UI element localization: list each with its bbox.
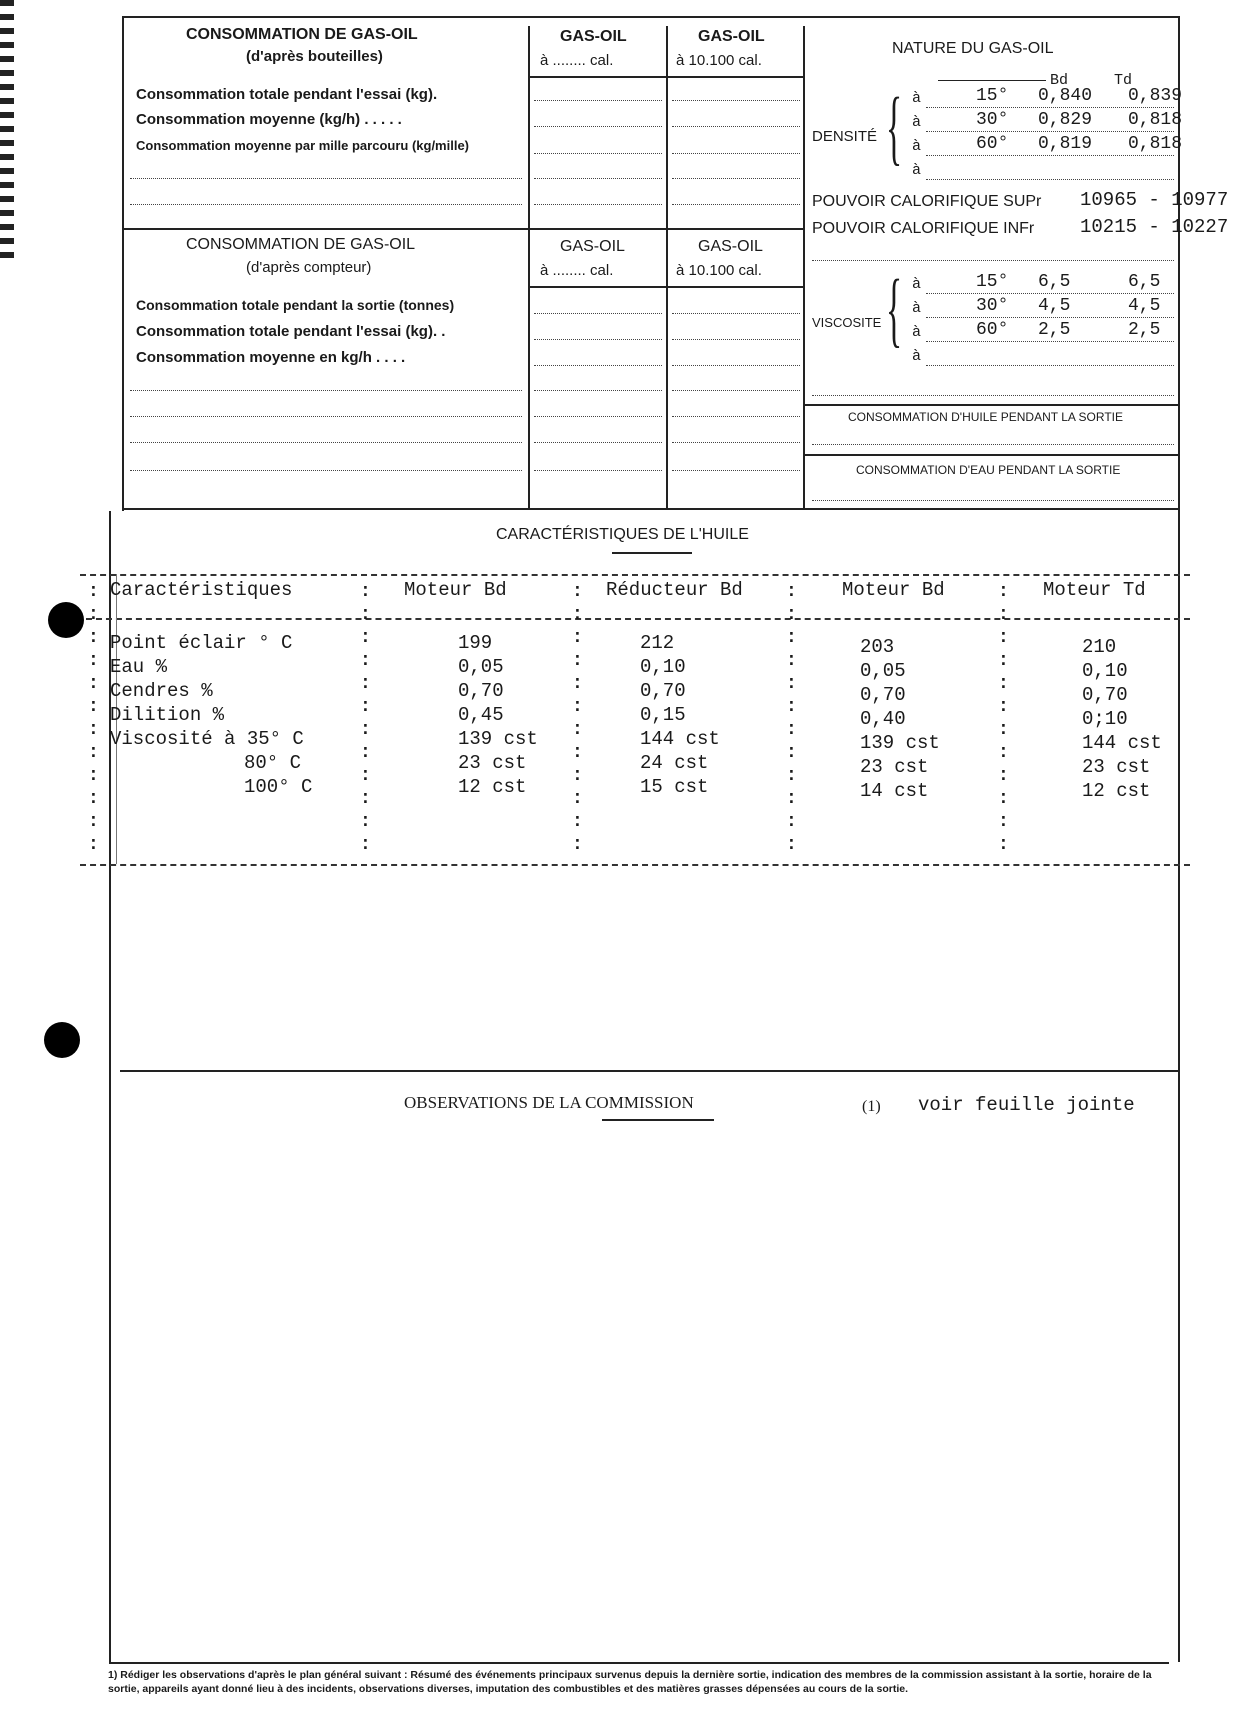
header-reducteur-bd: Réducteur Bd xyxy=(606,579,743,601)
cell-point-eclair: 199 xyxy=(458,632,493,654)
table-colon: : xyxy=(998,835,1009,855)
densite-temp: 60° xyxy=(976,134,1009,154)
pouvoir-inf-label: POUVOIR CALORIFIQUE INFr xyxy=(812,220,1035,237)
viscosite-prefix: à xyxy=(912,300,922,317)
table-colon: : xyxy=(786,651,797,671)
rule xyxy=(812,260,1174,261)
viscosite-temp: 60° xyxy=(976,320,1009,340)
rule xyxy=(130,390,522,391)
rule xyxy=(926,155,1174,156)
row-label-viscosite-35: Viscosité à 35° C xyxy=(110,728,304,750)
table-header-rule xyxy=(86,618,1190,620)
header-moteur-bd: Moteur Bd xyxy=(404,579,507,601)
compteur-row: Consommation moyenne en kg/h . . . . xyxy=(136,349,406,366)
rule xyxy=(672,442,800,443)
table-colon: : xyxy=(88,697,99,717)
rule xyxy=(534,390,662,391)
cell-dilition: 0,40 xyxy=(860,708,906,730)
rule xyxy=(812,444,1174,445)
densite-brace: { xyxy=(886,81,903,174)
viscosite-td: 4,5 xyxy=(1128,296,1161,316)
densite-bd: 0,840 xyxy=(1038,86,1093,106)
compteur-row: Consommation totale pendant la sortie (tonnes) xyxy=(136,297,455,313)
table-colon: : xyxy=(572,766,583,786)
cell-viscosite-100: 15 cst xyxy=(640,776,709,798)
rule xyxy=(672,204,800,205)
compteur-col2-sub: à 10.100 cal. xyxy=(676,262,762,279)
table-colon: : xyxy=(572,835,583,855)
compteur-col2-title: GAS-OIL xyxy=(698,238,763,255)
eau-consumption-label: CONSOMMATION D'EAU PENDANT LA SORTIE xyxy=(856,463,1121,477)
header-underline-2 xyxy=(530,286,803,288)
frame-right xyxy=(1178,16,1180,1662)
nature-title: NATURE DU GAS-OIL xyxy=(892,40,1054,57)
frame-bottom xyxy=(109,1662,1169,1664)
densite-prefix: à xyxy=(912,114,922,131)
rule xyxy=(672,178,800,179)
table-colon: : xyxy=(360,628,371,648)
viscosite-bd: 6,5 xyxy=(1038,272,1071,292)
bouteilles-title: CONSOMMATION DE GAS-OIL xyxy=(186,26,418,43)
rule xyxy=(130,204,522,205)
table-colon: : xyxy=(998,674,1009,694)
rule xyxy=(672,390,800,391)
pouvoir-sup-value: 10965 - 10977 xyxy=(1080,189,1229,211)
rule xyxy=(534,416,662,417)
rule xyxy=(672,365,800,366)
cell-viscosite-35: 139 cst xyxy=(860,732,940,754)
compteur-row: Consommation totale pendant l'essai (kg). . xyxy=(136,323,446,340)
table-colon: : xyxy=(360,697,371,717)
table-colon: : xyxy=(360,720,371,740)
table-colon: : xyxy=(572,720,583,740)
cell-viscosite-80: 23 cst xyxy=(860,756,929,778)
cell-viscosite-100: 12 cst xyxy=(458,776,527,798)
bouteilles-col2-sub: à 10.100 cal. xyxy=(676,52,762,69)
rule xyxy=(672,153,800,154)
table-colon: : xyxy=(786,720,797,740)
observations-title: OBSERVATIONS DE LA COMMISSION xyxy=(404,1093,694,1112)
table-colon: : xyxy=(88,674,99,694)
table-colon: : xyxy=(360,651,371,671)
densite-td: 0,818 xyxy=(1128,134,1183,154)
footnote: 1) Rédiger les observations d'après le plan général suivant : Résumé des événements principaux survenus depuis la dernière sortie, indication des membres de la commission assistant à la sortie, horaire de la sortie, appareils ayant donné lieu à des incidents, observations diverses, imputation des combustibles et des matières grasses dépensées au cours de la sortie. xyxy=(108,1669,1152,1695)
viscosite-temp: 30° xyxy=(976,296,1009,316)
row-label-point-eclair: Point éclair ° C xyxy=(110,632,293,654)
table-colon: : xyxy=(572,674,583,694)
rule xyxy=(812,500,1174,501)
table-colon: : xyxy=(572,743,583,763)
table-top-rule xyxy=(80,574,1190,576)
table-colon: : xyxy=(572,697,583,717)
section-bottom xyxy=(124,508,1178,510)
table-colon: : xyxy=(786,789,797,809)
observations-underline xyxy=(602,1119,714,1121)
table-colon: : xyxy=(998,789,1009,809)
cell-viscosite-35: 139 cst xyxy=(458,728,538,750)
table-colon: : xyxy=(88,812,99,832)
cell-dilition: 0,15 xyxy=(640,704,686,726)
cell-viscosite-100: 14 cst xyxy=(860,780,929,802)
viscosite-prefix: à xyxy=(912,276,922,293)
col-divider-2 xyxy=(666,26,668,508)
eau-rule-top xyxy=(805,454,1178,456)
header-moteur-bd-2: Moteur Bd xyxy=(842,579,945,601)
viscosite-prefix: à xyxy=(912,348,922,365)
table-colon: : xyxy=(360,835,371,855)
cell-viscosite-35: 144 cst xyxy=(1082,732,1162,754)
compteur-subtitle: (d'après compteur) xyxy=(246,259,372,276)
row-label-eau: Eau % xyxy=(110,656,168,678)
table-colon: : xyxy=(88,628,99,648)
table-colon: : xyxy=(88,582,99,602)
rule xyxy=(534,100,662,101)
densite-td: 0,818 xyxy=(1128,110,1183,130)
frame-left xyxy=(122,16,124,511)
cell-cendres: 0,70 xyxy=(640,680,686,702)
rule xyxy=(926,317,1174,318)
densite-td: 0,839 xyxy=(1128,86,1183,106)
table-colon: : xyxy=(572,628,583,648)
section-divider-1 xyxy=(124,228,804,230)
cell-point-eclair: 212 xyxy=(640,632,675,654)
table-colon: : xyxy=(360,789,371,809)
bouteilles-row: Consommation moyenne (kg/h) . . . . . xyxy=(136,111,402,128)
densite-prefix: à xyxy=(912,162,922,179)
bouteilles-subtitle: (d'après bouteilles) xyxy=(246,48,383,65)
header-underline-1 xyxy=(530,76,803,78)
bouteilles-col1-title: GAS-OIL xyxy=(560,28,627,45)
table-colon: : xyxy=(998,605,1009,625)
densite-label: DENSITÉ xyxy=(812,128,878,145)
cell-viscosite-80: 23 cst xyxy=(1082,756,1151,778)
rule xyxy=(926,341,1174,342)
observations-rule xyxy=(120,1070,1178,1072)
rule xyxy=(534,204,662,205)
rule xyxy=(926,131,1174,132)
cell-cendres: 0,70 xyxy=(458,680,504,702)
rule xyxy=(672,126,800,127)
table-colon: : xyxy=(998,720,1009,740)
frame-top xyxy=(122,16,1180,18)
cell-viscosite-35: 144 cst xyxy=(640,728,720,750)
cell-viscosite-80: 23 cst xyxy=(458,752,527,774)
cell-cendres: 0,70 xyxy=(1082,684,1128,706)
rule xyxy=(534,442,662,443)
nature-bd-rule xyxy=(938,80,1046,81)
table-colon: : xyxy=(360,743,371,763)
cell-viscosite-80: 24 cst xyxy=(640,752,709,774)
huile-title-underline xyxy=(612,552,692,554)
densite-bd: 0,829 xyxy=(1038,110,1093,130)
table-colon: : xyxy=(360,812,371,832)
densite-prefix: à xyxy=(912,138,922,155)
rule xyxy=(926,293,1174,294)
header-caracteristiques: Caractéristiques xyxy=(110,579,293,601)
binder-hole-top xyxy=(48,602,84,638)
row-label-viscosite-100: 100° C xyxy=(244,776,313,798)
viscosite-temp: 15° xyxy=(976,272,1009,292)
compteur-col1-title: GAS-OIL xyxy=(560,238,625,255)
rule xyxy=(534,153,662,154)
pouvoir-inf-value: 10215 - 10227 xyxy=(1080,216,1229,238)
densite-temp: 30° xyxy=(976,110,1009,130)
col-divider-3 xyxy=(803,26,805,508)
cell-point-eclair: 203 xyxy=(860,636,895,658)
row-label-viscosite-80: 80° C xyxy=(244,752,302,774)
table-colon: : xyxy=(572,812,583,832)
cell-viscosite-100: 12 cst xyxy=(1082,780,1151,802)
table-colon: : xyxy=(360,605,371,625)
densite-prefix: à xyxy=(912,90,922,107)
viscosite-label: VISCOSITE xyxy=(812,315,882,330)
table-colon: : xyxy=(88,789,99,809)
table-colon: : xyxy=(786,766,797,786)
cell-point-eclair: 210 xyxy=(1082,636,1117,658)
rule xyxy=(534,365,662,366)
rule xyxy=(926,365,1174,366)
compteur-col1-sub: à ........ cal. xyxy=(540,262,614,279)
col-divider-1 xyxy=(528,26,530,508)
rule xyxy=(926,179,1174,180)
bouteilles-col1-sub: à ........ cal. xyxy=(540,52,614,69)
row-label-cendres: Cendres % xyxy=(110,680,213,702)
table-colon: : xyxy=(88,743,99,763)
table-colon: : xyxy=(998,812,1009,832)
table-colon: : xyxy=(786,835,797,855)
cell-eau: 0,10 xyxy=(1082,660,1128,682)
rule xyxy=(534,313,662,314)
table-colon: : xyxy=(786,605,797,625)
torn-edge xyxy=(0,0,14,260)
observations-note-text: voir feuille jointe xyxy=(918,1094,1135,1116)
table-colon: : xyxy=(572,605,583,625)
rule xyxy=(130,470,522,471)
rule xyxy=(130,416,522,417)
table-colon: : xyxy=(88,835,99,855)
table-colon: : xyxy=(572,651,583,671)
rule xyxy=(534,339,662,340)
rule xyxy=(534,470,662,471)
cell-dilition: 0;10 xyxy=(1082,708,1128,730)
rule xyxy=(130,442,522,443)
rule xyxy=(672,416,800,417)
table-colon: : xyxy=(998,582,1009,602)
table-colon: : xyxy=(786,582,797,602)
viscosite-prefix: à xyxy=(912,324,922,341)
bouteilles-row: Consommation totale pendant l'essai (kg). xyxy=(136,86,438,103)
bouteilles-row: Consommation moyenne par mille parcouru (kg/mille) xyxy=(136,138,470,153)
observations-note-ref: (1) xyxy=(862,1098,881,1115)
viscosite-bd: 2,5 xyxy=(1038,320,1071,340)
table-colon: : xyxy=(88,605,99,625)
table-colon: : xyxy=(572,789,583,809)
table-colon: : xyxy=(360,766,371,786)
table-colon: : xyxy=(88,651,99,671)
cell-dilition: 0,45 xyxy=(458,704,504,726)
densite-bd: 0,819 xyxy=(1038,134,1093,154)
pouvoir-sup-label: POUVOIR CALORIFIQUE SUPr xyxy=(812,193,1042,210)
table-colon: : xyxy=(998,766,1009,786)
header-moteur-td: Moteur Td xyxy=(1043,579,1146,601)
rule xyxy=(130,178,522,179)
rule xyxy=(672,313,800,314)
table-colon: : xyxy=(998,651,1009,671)
nature-col-td: Td xyxy=(1114,72,1133,89)
table-colon: : xyxy=(572,582,583,602)
rule xyxy=(672,100,800,101)
viscosite-bd: 4,5 xyxy=(1038,296,1071,316)
rule xyxy=(672,339,800,340)
table-bottom-rule xyxy=(80,864,1190,866)
rule xyxy=(812,395,1174,396)
bouteilles-col2-title: GAS-OIL xyxy=(698,28,765,45)
cell-eau: 0,10 xyxy=(640,656,686,678)
viscosite-td: 6,5 xyxy=(1128,272,1161,292)
table-colon: : xyxy=(88,766,99,786)
table-colon: : xyxy=(786,628,797,648)
table-colon: : xyxy=(360,674,371,694)
table-colon: : xyxy=(786,697,797,717)
huile-title: CARACTÉRISTIQUES DE L'HUILE xyxy=(496,526,749,543)
huile-consumption-label: CONSOMMATION D'HUILE PENDANT LA SORTIE xyxy=(848,410,1124,424)
table-colon: : xyxy=(88,720,99,740)
compteur-title: CONSOMMATION DE GAS-OIL xyxy=(186,236,416,253)
cell-eau: 0,05 xyxy=(458,656,504,678)
table-colon: : xyxy=(998,743,1009,763)
huile-rule-top xyxy=(805,404,1178,406)
row-label-dilition: Dilition % xyxy=(110,704,225,726)
table-colon: : xyxy=(998,697,1009,717)
table-colon: : xyxy=(786,674,797,694)
table-colon: : xyxy=(360,582,371,602)
table-colon: : xyxy=(786,812,797,832)
table-colon: : xyxy=(998,628,1009,648)
densite-temp: 15° xyxy=(976,86,1009,106)
rule xyxy=(672,470,800,471)
binder-hole-bottom xyxy=(44,1022,80,1058)
cell-eau: 0,05 xyxy=(860,660,906,682)
cell-cendres: 0,70 xyxy=(860,684,906,706)
nature-col-bd: Bd xyxy=(1050,72,1069,89)
rule xyxy=(534,126,662,127)
table-colon: : xyxy=(786,743,797,763)
viscosite-brace: { xyxy=(886,263,903,356)
rule xyxy=(926,107,1174,108)
viscosite-td: 2,5 xyxy=(1128,320,1161,340)
rule xyxy=(534,178,662,179)
